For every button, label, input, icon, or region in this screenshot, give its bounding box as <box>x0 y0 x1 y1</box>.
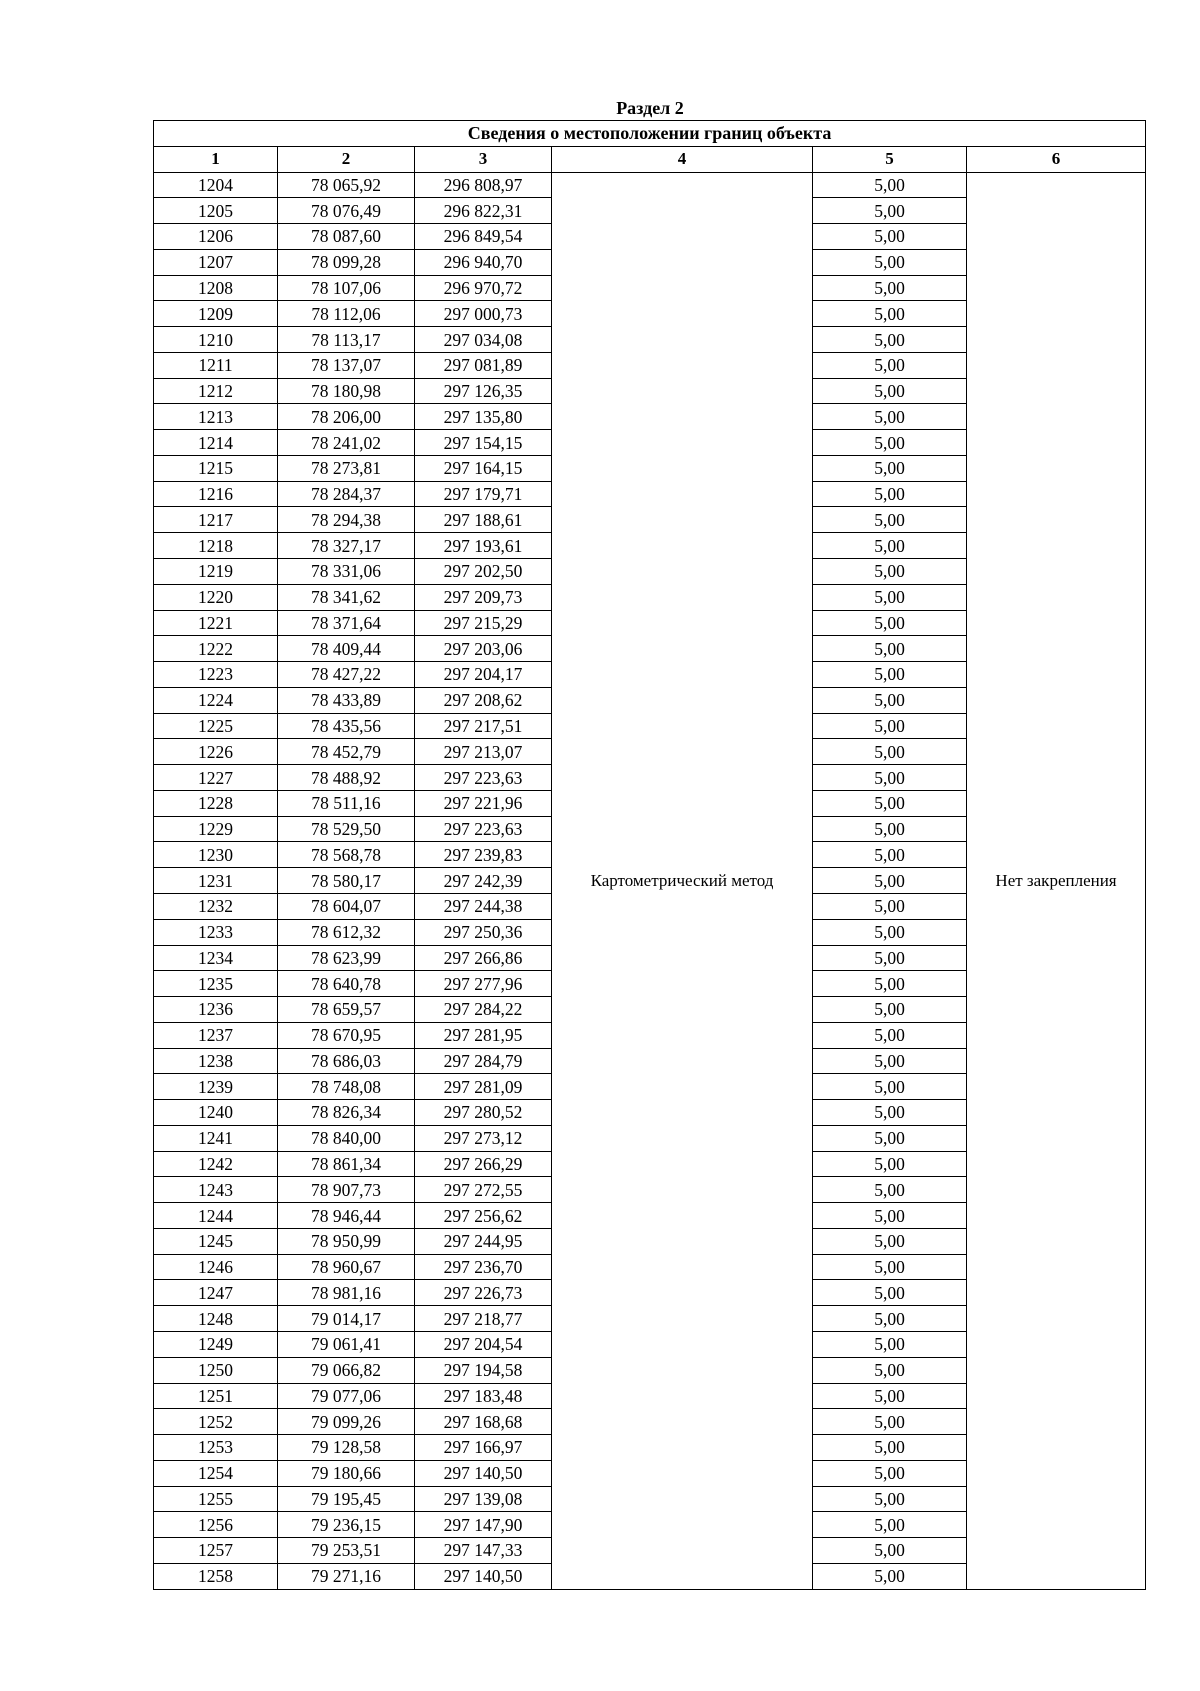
y-coordinate-cell: 297 239,83 <box>415 842 552 868</box>
y-coordinate-cell: 297 242,39 <box>415 868 552 894</box>
accuracy-cell: 5,00 <box>813 1125 967 1151</box>
y-coordinate-cell: 297 203,06 <box>415 636 552 662</box>
point-number-cell: 1243 <box>154 1177 278 1203</box>
point-number-cell: 1229 <box>154 816 278 842</box>
y-coordinate-cell: 297 140,50 <box>415 1563 552 1589</box>
point-number-cell: 1238 <box>154 1048 278 1074</box>
accuracy-cell: 5,00 <box>813 765 967 791</box>
accuracy-cell: 5,00 <box>813 559 967 585</box>
x-coordinate-cell: 78 076,49 <box>278 198 415 224</box>
x-coordinate-cell: 78 327,17 <box>278 533 415 559</box>
y-coordinate-cell: 297 272,55 <box>415 1177 552 1203</box>
y-coordinate-cell: 296 849,54 <box>415 224 552 250</box>
boundary-coordinates-table <box>153 120 1146 1590</box>
column-header-5: 5 <box>813 146 967 172</box>
accuracy-cell: 5,00 <box>813 275 967 301</box>
accuracy-cell: 5,00 <box>813 1357 967 1383</box>
point-number-cell: 1241 <box>154 1125 278 1151</box>
accuracy-cell: 5,00 <box>813 997 967 1023</box>
point-number-cell: 1244 <box>154 1203 278 1229</box>
accuracy-cell: 5,00 <box>813 1151 967 1177</box>
point-number-cell: 1255 <box>154 1486 278 1512</box>
point-number-cell: 1211 <box>154 352 278 378</box>
x-coordinate-cell: 78 137,07 <box>278 352 415 378</box>
y-coordinate-cell: 296 822,31 <box>415 198 552 224</box>
y-coordinate-cell: 297 126,35 <box>415 378 552 404</box>
accuracy-cell: 5,00 <box>813 533 967 559</box>
accuracy-cell: 5,00 <box>813 455 967 481</box>
accuracy-cell: 5,00 <box>813 481 967 507</box>
point-number-cell: 1222 <box>154 636 278 662</box>
x-coordinate-cell: 78 840,00 <box>278 1125 415 1151</box>
accuracy-cell: 5,00 <box>813 893 967 919</box>
accuracy-cell: 5,00 <box>813 430 967 456</box>
point-number-cell: 1257 <box>154 1538 278 1564</box>
y-coordinate-cell: 297 284,79 <box>415 1048 552 1074</box>
y-coordinate-cell: 297 284,22 <box>415 997 552 1023</box>
x-coordinate-cell: 78 331,06 <box>278 559 415 585</box>
y-coordinate-cell: 297 256,62 <box>415 1203 552 1229</box>
x-coordinate-cell: 78 206,00 <box>278 404 415 430</box>
accuracy-cell: 5,00 <box>813 404 967 430</box>
accuracy-cell: 5,00 <box>813 636 967 662</box>
y-coordinate-cell: 297 244,38 <box>415 893 552 919</box>
y-coordinate-cell: 297 226,73 <box>415 1280 552 1306</box>
x-coordinate-cell: 78 670,95 <box>278 1022 415 1048</box>
accuracy-cell: 5,00 <box>813 1306 967 1332</box>
point-number-cell: 1220 <box>154 584 278 610</box>
y-coordinate-cell: 297 193,61 <box>415 533 552 559</box>
point-number-cell: 1209 <box>154 301 278 327</box>
y-coordinate-cell: 297 188,61 <box>415 507 552 533</box>
accuracy-cell: 5,00 <box>813 868 967 894</box>
point-number-cell: 1232 <box>154 893 278 919</box>
accuracy-cell: 5,00 <box>813 1486 967 1512</box>
point-number-cell: 1223 <box>154 662 278 688</box>
accuracy-cell: 5,00 <box>813 352 967 378</box>
x-coordinate-cell: 78 604,07 <box>278 893 415 919</box>
y-coordinate-cell: 297 183,48 <box>415 1383 552 1409</box>
x-coordinate-cell: 78 529,50 <box>278 816 415 842</box>
accuracy-cell: 5,00 <box>813 1177 967 1203</box>
x-coordinate-cell: 79 077,06 <box>278 1383 415 1409</box>
x-coordinate-cell: 78 568,78 <box>278 842 415 868</box>
point-number-cell: 1248 <box>154 1306 278 1332</box>
x-coordinate-cell: 78 861,34 <box>278 1151 415 1177</box>
x-coordinate-cell: 79 180,66 <box>278 1460 415 1486</box>
point-number-cell: 1252 <box>154 1409 278 1435</box>
point-number-cell: 1239 <box>154 1074 278 1100</box>
y-coordinate-cell: 297 221,96 <box>415 790 552 816</box>
accuracy-cell: 5,00 <box>813 1254 967 1280</box>
point-number-cell: 1242 <box>154 1151 278 1177</box>
y-coordinate-cell: 297 281,95 <box>415 1022 552 1048</box>
x-coordinate-cell: 78 612,32 <box>278 919 415 945</box>
y-coordinate-cell: 297 266,29 <box>415 1151 552 1177</box>
x-coordinate-cell: 78 659,57 <box>278 997 415 1023</box>
point-number-cell: 1256 <box>154 1512 278 1538</box>
accuracy-cell: 5,00 <box>813 816 967 842</box>
y-coordinate-cell: 297 140,50 <box>415 1460 552 1486</box>
fixing-description-cell: Нет закрепления <box>967 172 1146 1589</box>
x-coordinate-cell: 78 748,08 <box>278 1074 415 1100</box>
point-number-cell: 1206 <box>154 224 278 250</box>
y-coordinate-cell: 297 000,73 <box>415 301 552 327</box>
accuracy-cell: 5,00 <box>813 1512 967 1538</box>
point-number-cell: 1247 <box>154 1280 278 1306</box>
accuracy-cell: 5,00 <box>813 1048 967 1074</box>
y-coordinate-cell: 297 204,54 <box>415 1331 552 1357</box>
accuracy-cell: 5,00 <box>813 1435 967 1461</box>
column-header-row <box>154 146 1146 172</box>
point-number-cell: 1218 <box>154 533 278 559</box>
y-coordinate-cell: 297 034,08 <box>415 327 552 353</box>
accuracy-cell: 5,00 <box>813 1022 967 1048</box>
y-coordinate-cell: 297 081,89 <box>415 352 552 378</box>
column-header-4: 4 <box>552 146 813 172</box>
method-cell: Картометрический метод <box>552 172 813 1589</box>
point-number-cell: 1219 <box>154 559 278 585</box>
accuracy-cell: 5,00 <box>813 1563 967 1589</box>
y-coordinate-cell: 297 273,12 <box>415 1125 552 1151</box>
y-coordinate-cell: 297 215,29 <box>415 610 552 636</box>
accuracy-cell: 5,00 <box>813 1331 967 1357</box>
table-caption: Сведения о местоположении границ объекта <box>154 121 1146 147</box>
x-coordinate-cell: 78 433,89 <box>278 687 415 713</box>
x-coordinate-cell: 78 452,79 <box>278 739 415 765</box>
point-number-cell: 1258 <box>154 1563 278 1589</box>
point-number-cell: 1213 <box>154 404 278 430</box>
accuracy-cell: 5,00 <box>813 1100 967 1126</box>
point-number-cell: 1236 <box>154 997 278 1023</box>
accuracy-cell: 5,00 <box>813 1460 967 1486</box>
y-coordinate-cell: 297 202,50 <box>415 559 552 585</box>
point-number-cell: 1212 <box>154 378 278 404</box>
x-coordinate-cell: 78 341,62 <box>278 584 415 610</box>
accuracy-cell: 5,00 <box>813 249 967 275</box>
x-coordinate-cell: 78 284,37 <box>278 481 415 507</box>
point-number-cell: 1227 <box>154 765 278 791</box>
accuracy-cell: 5,00 <box>813 198 967 224</box>
y-coordinate-cell: 296 940,70 <box>415 249 552 275</box>
x-coordinate-cell: 79 128,58 <box>278 1435 415 1461</box>
x-coordinate-cell: 78 511,16 <box>278 790 415 816</box>
y-coordinate-cell: 297 218,77 <box>415 1306 552 1332</box>
x-coordinate-cell: 79 014,17 <box>278 1306 415 1332</box>
x-coordinate-cell: 78 981,16 <box>278 1280 415 1306</box>
accuracy-cell: 5,00 <box>813 662 967 688</box>
y-coordinate-cell: 297 179,71 <box>415 481 552 507</box>
point-number-cell: 1226 <box>154 739 278 765</box>
point-number-cell: 1207 <box>154 249 278 275</box>
point-number-cell: 1215 <box>154 455 278 481</box>
y-coordinate-cell: 297 194,58 <box>415 1357 552 1383</box>
point-number-cell: 1251 <box>154 1383 278 1409</box>
accuracy-cell: 5,00 <box>813 224 967 250</box>
accuracy-cell: 5,00 <box>813 713 967 739</box>
point-number-cell: 1231 <box>154 868 278 894</box>
point-number-cell: 1205 <box>154 198 278 224</box>
x-coordinate-cell: 78 826,34 <box>278 1100 415 1126</box>
x-coordinate-cell: 78 488,92 <box>278 765 415 791</box>
accuracy-cell: 5,00 <box>813 945 967 971</box>
point-number-cell: 1250 <box>154 1357 278 1383</box>
y-coordinate-cell: 296 808,97 <box>415 172 552 198</box>
table-row <box>154 172 1146 198</box>
point-number-cell: 1221 <box>154 610 278 636</box>
x-coordinate-cell: 78 409,44 <box>278 636 415 662</box>
point-number-cell: 1225 <box>154 713 278 739</box>
y-coordinate-cell: 297 223,63 <box>415 816 552 842</box>
x-coordinate-cell: 78 371,64 <box>278 610 415 636</box>
y-coordinate-cell: 297 154,15 <box>415 430 552 456</box>
x-coordinate-cell: 78 960,67 <box>278 1254 415 1280</box>
point-number-cell: 1245 <box>154 1228 278 1254</box>
point-number-cell: 1204 <box>154 172 278 198</box>
y-coordinate-cell: 297 280,52 <box>415 1100 552 1126</box>
y-coordinate-cell: 297 168,68 <box>415 1409 552 1435</box>
x-coordinate-cell: 79 271,16 <box>278 1563 415 1589</box>
y-coordinate-cell: 297 147,90 <box>415 1512 552 1538</box>
point-number-cell: 1208 <box>154 275 278 301</box>
column-header-6: 6 <box>967 146 1146 172</box>
accuracy-cell: 5,00 <box>813 507 967 533</box>
point-number-cell: 1234 <box>154 945 278 971</box>
point-number-cell: 1233 <box>154 919 278 945</box>
x-coordinate-cell: 78 099,28 <box>278 249 415 275</box>
accuracy-cell: 5,00 <box>813 1074 967 1100</box>
y-coordinate-cell: 297 217,51 <box>415 713 552 739</box>
x-coordinate-cell: 78 294,38 <box>278 507 415 533</box>
y-coordinate-cell: 297 164,15 <box>415 455 552 481</box>
column-header-1: 1 <box>154 146 278 172</box>
accuracy-cell: 5,00 <box>813 1228 967 1254</box>
x-coordinate-cell: 79 066,82 <box>278 1357 415 1383</box>
column-header-3: 3 <box>415 146 552 172</box>
y-coordinate-cell: 297 244,95 <box>415 1228 552 1254</box>
y-coordinate-cell: 297 281,09 <box>415 1074 552 1100</box>
y-coordinate-cell: 297 209,73 <box>415 584 552 610</box>
x-coordinate-cell: 79 236,15 <box>278 1512 415 1538</box>
y-coordinate-cell: 297 250,36 <box>415 919 552 945</box>
x-coordinate-cell: 79 253,51 <box>278 1538 415 1564</box>
x-coordinate-cell: 78 640,78 <box>278 971 415 997</box>
accuracy-cell: 5,00 <box>813 687 967 713</box>
x-coordinate-cell: 78 065,92 <box>278 172 415 198</box>
x-coordinate-cell: 78 427,22 <box>278 662 415 688</box>
accuracy-cell: 5,00 <box>813 1538 967 1564</box>
column-header-2: 2 <box>278 146 415 172</box>
x-coordinate-cell: 78 950,99 <box>278 1228 415 1254</box>
point-number-cell: 1216 <box>154 481 278 507</box>
accuracy-cell: 5,00 <box>813 971 967 997</box>
x-coordinate-cell: 78 686,03 <box>278 1048 415 1074</box>
point-number-cell: 1230 <box>154 842 278 868</box>
point-number-cell: 1237 <box>154 1022 278 1048</box>
accuracy-cell: 5,00 <box>813 378 967 404</box>
accuracy-cell: 5,00 <box>813 790 967 816</box>
x-coordinate-cell: 78 435,56 <box>278 713 415 739</box>
accuracy-cell: 5,00 <box>813 842 967 868</box>
y-coordinate-cell: 297 208,62 <box>415 687 552 713</box>
x-coordinate-cell: 79 061,41 <box>278 1331 415 1357</box>
point-number-cell: 1210 <box>154 327 278 353</box>
accuracy-cell: 5,00 <box>813 1280 967 1306</box>
point-number-cell: 1254 <box>154 1460 278 1486</box>
accuracy-cell: 5,00 <box>813 172 967 198</box>
x-coordinate-cell: 78 087,60 <box>278 224 415 250</box>
y-coordinate-cell: 297 277,96 <box>415 971 552 997</box>
y-coordinate-cell: 297 213,07 <box>415 739 552 765</box>
point-number-cell: 1235 <box>154 971 278 997</box>
x-coordinate-cell: 78 241,02 <box>278 430 415 456</box>
point-number-cell: 1228 <box>154 790 278 816</box>
x-coordinate-cell: 78 580,17 <box>278 868 415 894</box>
x-coordinate-cell: 79 195,45 <box>278 1486 415 1512</box>
y-coordinate-cell: 297 166,97 <box>415 1435 552 1461</box>
x-coordinate-cell: 78 907,73 <box>278 1177 415 1203</box>
point-number-cell: 1249 <box>154 1331 278 1357</box>
y-coordinate-cell: 296 970,72 <box>415 275 552 301</box>
accuracy-cell: 5,00 <box>813 327 967 353</box>
point-number-cell: 1224 <box>154 687 278 713</box>
accuracy-cell: 5,00 <box>813 584 967 610</box>
section-title: Раздел 2 <box>616 98 684 118</box>
x-coordinate-cell: 78 112,06 <box>278 301 415 327</box>
point-number-cell: 1253 <box>154 1435 278 1461</box>
x-coordinate-cell: 78 107,06 <box>278 275 415 301</box>
accuracy-cell: 5,00 <box>813 301 967 327</box>
point-number-cell: 1246 <box>154 1254 278 1280</box>
y-coordinate-cell: 297 135,80 <box>415 404 552 430</box>
y-coordinate-cell: 297 236,70 <box>415 1254 552 1280</box>
accuracy-cell: 5,00 <box>813 1409 967 1435</box>
y-coordinate-cell: 297 147,33 <box>415 1538 552 1564</box>
point-number-cell: 1240 <box>154 1100 278 1126</box>
point-number-cell: 1214 <box>154 430 278 456</box>
x-coordinate-cell: 78 623,99 <box>278 945 415 971</box>
point-number-cell: 1217 <box>154 507 278 533</box>
accuracy-cell: 5,00 <box>813 739 967 765</box>
accuracy-cell: 5,00 <box>813 610 967 636</box>
x-coordinate-cell: 78 180,98 <box>278 378 415 404</box>
accuracy-cell: 5,00 <box>813 919 967 945</box>
y-coordinate-cell: 297 204,17 <box>415 662 552 688</box>
x-coordinate-cell: 78 113,17 <box>278 327 415 353</box>
y-coordinate-cell: 297 223,63 <box>415 765 552 791</box>
accuracy-cell: 5,00 <box>813 1383 967 1409</box>
x-coordinate-cell: 78 273,81 <box>278 455 415 481</box>
accuracy-cell: 5,00 <box>813 1203 967 1229</box>
y-coordinate-cell: 297 139,08 <box>415 1486 552 1512</box>
x-coordinate-cell: 78 946,44 <box>278 1203 415 1229</box>
x-coordinate-cell: 79 099,26 <box>278 1409 415 1435</box>
y-coordinate-cell: 297 266,86 <box>415 945 552 971</box>
